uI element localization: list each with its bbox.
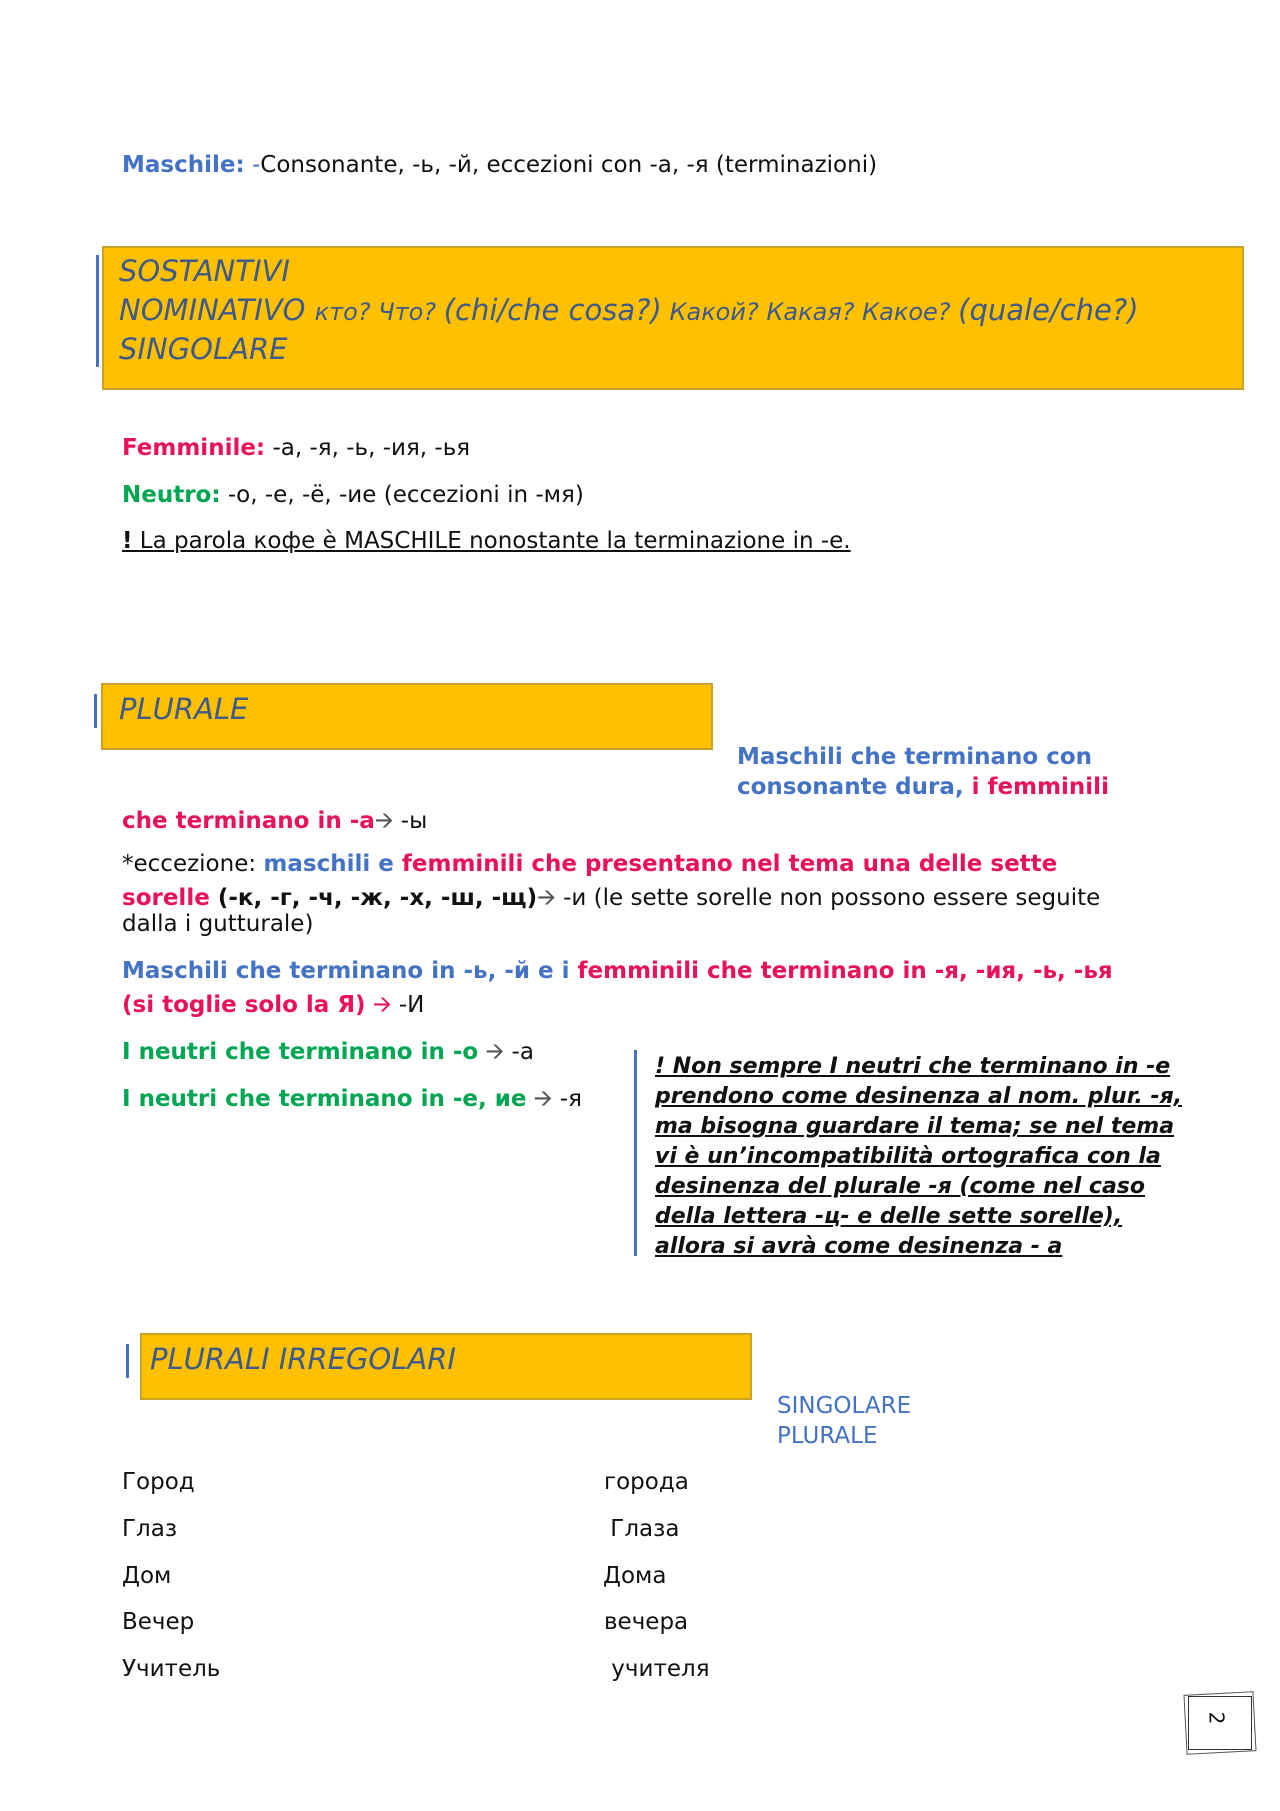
sostantivi-heading-line1: SOSTANTIVI [119, 254, 290, 288]
rule4-end: -а [504, 1039, 534, 1065]
rule2-bold: (-к, -г, -ч, -ж, -х, -ш, -щ) [209, 885, 538, 911]
rule3-pink: femminili che terminano in -я, -ия, -ь, -ья [577, 958, 1113, 984]
femminile-label: Femminile: [122, 435, 266, 461]
header-singolare: SINGOLARE [777, 1393, 912, 1419]
sostantivi-heading-line2 [119, 293, 1139, 327]
side-note [655, 1052, 1182, 1262]
irregular-plur-1: Глаза [603, 1516, 680, 1542]
side-note-line: desinenza del plurale -я (come nel caso [655, 1174, 1146, 1199]
rule2-intro: *eccezione: [122, 851, 264, 877]
side-note-line: vi è un’incompatibilità ortografica con la [655, 1144, 1161, 1169]
arrow-icon: 🡪 [374, 808, 394, 834]
rule2-line3: dalla i gutturale) [122, 911, 314, 937]
arrow-icon: 🡪 [365, 992, 392, 1018]
irregular-plur-0: города [604, 1469, 689, 1495]
quale-che-text: (quale/che?) [958, 293, 1139, 327]
irregular-plur-4: учителя [604, 1656, 710, 1682]
rule3-line2 [122, 988, 424, 1027]
femminile-text: -а, -я, -ь, -ия, -ья [265, 435, 471, 461]
sostantivi-left-bar [96, 255, 99, 367]
rule4-line [122, 1035, 534, 1074]
rule5-line [122, 1082, 582, 1121]
femminile-line [122, 435, 470, 461]
rule4-green: I neutri che terminano in -о [122, 1039, 479, 1065]
side-note-line: della lettera -ц- e delle sette sorelle), [655, 1204, 1123, 1229]
irregular-sing-0: Город [122, 1469, 195, 1495]
side-note-bar [634, 1050, 637, 1256]
rule1-line2 [737, 774, 1109, 800]
arrow-icon: 🡪 [537, 885, 556, 911]
rule2-end: -и (le sette sorelle non possono essere seguite [555, 885, 1101, 911]
rule1-pink-c: che terminano in -а [122, 808, 375, 834]
irregolari-left-bar [126, 1344, 129, 1378]
rule1-blue-a: Maschili che terminano con [737, 744, 1093, 770]
irregular-sing-3: Вечер [122, 1609, 195, 1635]
irregular-plur-3: вечера [604, 1609, 689, 1635]
rule5-green: I neutri che terminano in -е, ие [122, 1086, 527, 1112]
rule2-line1 [122, 851, 1057, 877]
irregular-sing-4: Учитель [122, 1656, 221, 1682]
rule2-blue: maschili e [263, 851, 402, 877]
page-number: 2 [1204, 1711, 1229, 1725]
sostantivi-heading-line3: SINGOLARE [119, 332, 288, 366]
side-note-line: ! Non sempre I neutri che terminano in -е [655, 1054, 1171, 1079]
rule5-end: -я [552, 1086, 582, 1112]
maschile-dash: - [244, 152, 261, 178]
rule3-pink2: (si toglie solo la Я) [122, 992, 366, 1018]
neutro-text: -о, -е, -ё, -ие (eccezioni in -мя) [220, 482, 584, 508]
arrow-icon: 🡪 [526, 1086, 553, 1112]
nominativo-label: NOMINATIVO [119, 293, 315, 327]
rule1-ending: -ы [393, 808, 428, 834]
kofe-note-text: La parola кофе è MASCHILE nonostante la terminazione in -е. [132, 528, 851, 554]
irregular-plur-2: Дома [603, 1563, 667, 1589]
neutro-line [122, 482, 584, 508]
irregular-sing-1: Глаз [122, 1516, 178, 1542]
rule3-blue: Maschili che terminano in -ь, -й e i [122, 958, 578, 984]
neutro-label: Neutro: [122, 482, 221, 508]
rule3-line1 [122, 958, 1113, 984]
exclamation-mark: ! [122, 528, 133, 554]
rule2-pink-b: sorelle [122, 885, 210, 911]
maschile-label: Maschile: [122, 152, 245, 178]
kto-chto-text: кто? Что? [314, 298, 444, 326]
maschile-line [122, 152, 877, 178]
side-note-line: prendono come desinenza al nom. plur. -я, [655, 1084, 1183, 1109]
rule1-line3 [122, 804, 427, 843]
kofe-note [122, 528, 851, 554]
rule1-blue-b: consonante dura, [737, 774, 964, 800]
rule1-pink: i femminili [963, 774, 1109, 800]
kakoy-text: Какой? Какая? Какое? [661, 298, 959, 326]
side-note-line: allora si avrà come desinenza - a [655, 1234, 1063, 1259]
rule2-pink-a: femminili che presentano nel tema una delle sette [401, 851, 1058, 877]
plurale-left-bar [94, 694, 97, 728]
header-plurale: PLURALE [777, 1423, 878, 1449]
side-note-line: ma bisogna guardare il tema; se nel tema [655, 1114, 1175, 1139]
rule3-end: -И [391, 992, 425, 1018]
arrow-icon: 🡪 [478, 1039, 505, 1065]
chi-che-cosa-text: (chi/che cosa?) [443, 293, 662, 327]
irregolari-heading: PLURALI IRREGOLARI [150, 1342, 456, 1376]
maschile-text: Consonante, -ь, -й, eccezioni con -а, -я (terminazioni) [260, 152, 878, 178]
plurale-heading: PLURALE [119, 692, 249, 726]
irregular-sing-2: Дом [122, 1563, 172, 1589]
